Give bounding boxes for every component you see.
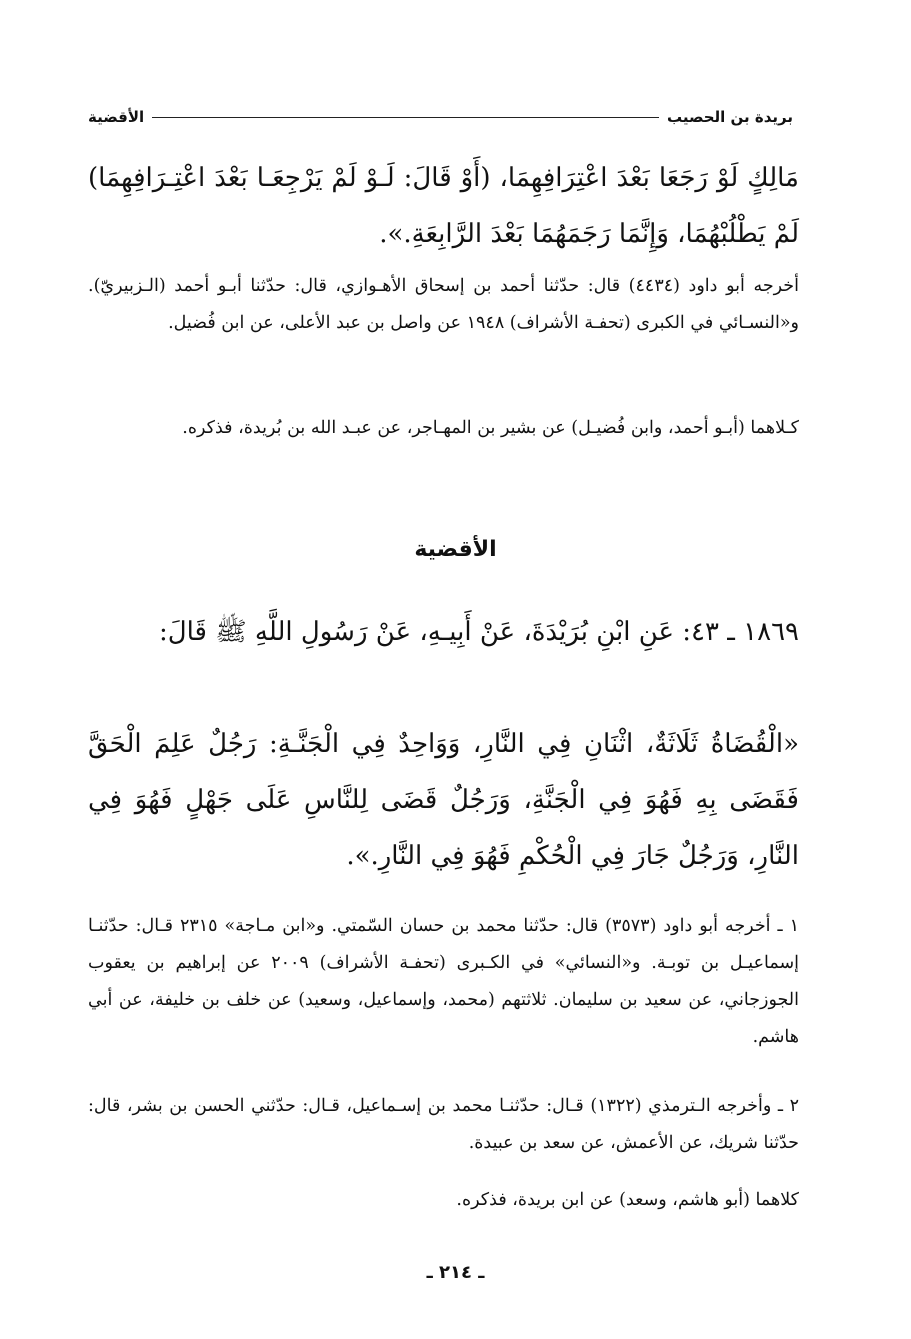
takhrij-paragraph: كلاهما (أبو هاشم، وسعد) عن ابن بريدة، فذكره. <box>456 1190 799 1210</box>
chapter-title: الأقضية <box>88 108 145 126</box>
takhrij-paragraph: ١ ـ أخرجه أبو داود (٣٥٧٣) قال: حدّثنا محمد بن حسان السّمتي. و«ابن مـاجة» ٢٣١٥ قـال: حدّثنـا إسماعيـل بن توبـة. و«النسائي» في الكـبرى (تحفـة الأشراف) ٢٠٠٩ عن إبراهيم بن يعقوب الجوزجاني، عن سعيد بن سليمان. ثلاثتهم (محمد، وإسماعيل، وسعيد) عن خلف بن خليفة، عن أبي هاشم. <box>88 916 799 1047</box>
hadith-continuation: مَالِكٍ لَوْ رَجَعَا بَعْدَ اعْتِرَافِهِمَا، (أَوْ قَالَ: لَـوْ لَمْ يَرْجِعَـا بَعْدَ اعْتِـرَافِهِمَا) لَمْ يَطْلُبْهُمَا، وَإِنَّمَا رَجَمَهُمَا بَعْدَ الرَّابِعَةِ.». <box>88 163 799 249</box>
hadith-number-line: ١٨٦٩ ـ ٤٣: عَنِ ابْنِ بُرَيْدَةَ، عَنْ أَبِيـهِ، عَنْ رَسُولِ اللَّهِ ﷺ قَالَ: <box>158 617 799 647</box>
takhrij-paragraph: كـلاهما (أبـو أحمد، وابن فُضيـل) عن بشير بن المهـاجر، عن عبـد الله بن بُريدة، فذكره. <box>182 418 799 438</box>
hadith-text: «الْقُضَاةُ ثَلَاثَةٌ، اثْنَانِ فِي النَّارِ، وَوَاحِدٌ فِي الْجَنَّـةِ: رَجُلٌ عَلِمَ الْحَقَّ فَقَضَى بِهِ فَهُوَ فِي الْجَنَّةِ، وَرَجُلٌ قَضَى لِلنَّاسِ عَلَى جَهْلٍ فَهُوَ فِي النَّارِ، وَرَجُلٌ جَارَ فِي الْحُكْمِ فَهُوَ فِي النَّارِ.». <box>88 729 799 871</box>
page-number: ـ ٢١٤ ـ <box>426 1262 485 1283</box>
takhrij-paragraph: أخرجه أبو داود (٤٤٣٤) قال: حدّثنا أحمد بن إسحاق الأهـوازي، قال: حدّثنا أبـو أحمد (الـزبيريّ). و«النسـائي في الكبرى (تحفـة الأشراف) ١٩٤٨ عن واصل بن عبد الأعلى، عن ابن فُضيل. <box>88 276 799 333</box>
section-heading: الأقضية <box>414 537 497 562</box>
header-rule <box>152 117 659 118</box>
running-header <box>88 104 793 130</box>
takhrij-paragraph: ٢ ـ وأخرجه الـترمذي (١٣٢٢) قـال: حدّثنـا محمد بن إسـماعيل، قـال: حدّثني الحسن بن بشر، قال: حدّثنا شريك، عن الأعمش، عن سعد بن عبيدة. <box>88 1096 799 1153</box>
companion-name: بريدة بن الحصيب <box>666 108 793 126</box>
